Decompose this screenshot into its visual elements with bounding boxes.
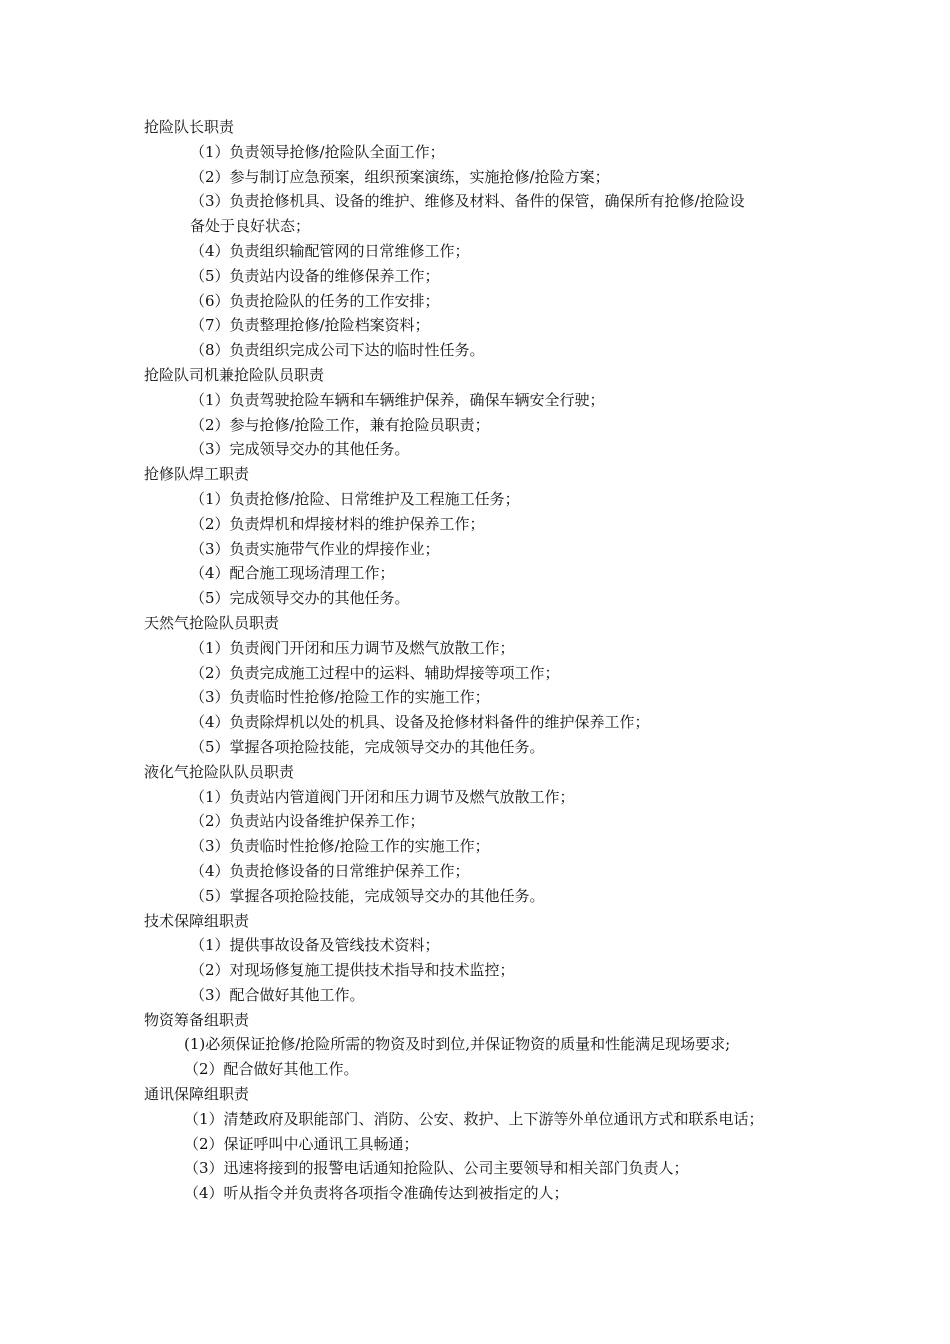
list-item: （1）负责抢修/抢险、日常维护及工程施工任务； [190,489,520,508]
list-item: （3）负责临时性抢修/抢险工作的实施工作； [190,837,490,856]
list-item: （4）负责抢修设备的日常维护保养工作； [190,861,470,880]
list-item: （5）掌握各项抢险技能，完成领导交办的其他任务。 [190,737,545,756]
list-item: （2）负责焊机和焊接材料的维护保养工作； [190,514,485,533]
list-item: （2）保证呼叫中心通讯工具畅通； [184,1134,419,1153]
list-item: （2）配合做好其他工作。 [184,1060,359,1079]
list-item: （4）听从指令并负责将各项指令准确传达到被指定的人； [184,1184,569,1203]
section-title: 抢修队焊工职责 [144,465,250,484]
list-item: （1）负责阀门开闭和压力调节及燃气放散工作； [190,638,515,657]
list-item: （4）负责除焊机以处的机具、设备及抢修材料备件的维护保养工作； [190,713,650,732]
list-item: （2）参与制订应急预案，组织预案演练，实施抢修/抢险方案； [190,167,610,186]
list-item: （3）完成领导交办的其他任务。 [190,440,410,459]
list-item: （4）配合施工现场清理工作； [190,564,395,583]
section-title: 抢险队长职责 [144,118,235,136]
list-item: （5）完成领导交办的其他任务。 [190,589,410,608]
list-item: （3）配合做好其他工作。 [190,985,365,1004]
list-item: （7）负责整理抢修/抢险档案资料； [190,316,430,335]
list-item: （4）负责组织输配管网的日常维修工作； [190,241,470,260]
list-item: （5）掌握各项抢险技能，完成领导交办的其他任务。 [190,886,545,905]
list-item: （2）负责完成施工过程中的运料、辅助焊接等项工作； [190,663,560,682]
list-item: （1）负责领导抢修/抢险队全面工作； [190,142,445,161]
list-item: （2）对现场修复施工提供技术指导和技术监控； [190,961,515,980]
list-item: （8）负责组织完成公司下达的临时性任务。 [190,341,485,360]
list-item: （3）迅速将接到的报警电话通知抢险队、公司主要领导和相关部门负责人； [184,1159,689,1178]
list-item: （1）负责站内管道阀门开闭和压力调节及燃气放散工作； [190,787,575,806]
section-title: 技术保障组职责 [144,911,250,930]
section-title: 天然气抢险队员职责 [144,613,280,632]
list-item: （2）负责站内设备维护保养工作； [190,812,425,831]
list-item: （1）提供事故设备及管线技术资料； [190,936,440,955]
section-title: 物资筹备组职责 [144,1010,250,1029]
section-title: 抢险队司机兼抢险队员职责 [144,365,325,384]
list-item: （3）负责实施带气作业的焊接作业； [190,539,440,558]
list-item: （3）负责抢修机具、设备的维护、维修及材料、备件的保管，确保所有抢修/抢险设 [190,192,745,211]
list-item: （2）参与抢修/抢险工作，兼有抢险员职责； [190,415,490,434]
list-item: （3）负责临时性抢修/抢险工作的实施工作； [190,688,490,707]
list-item: （5）负责站内设备的维修保养工作； [190,266,440,285]
section-title: 通讯保障组职责 [144,1085,250,1104]
document-body [0,115,950,1206]
list-item: (1)必须保证抢修/抢险所需的物资及时到位,并保证物资的质量和性能满足现场要求; [184,1035,731,1054]
section-title: 液化气抢险队队员职责 [144,762,295,781]
list-item: （6）负责抢险队的任务的工作安排； [190,291,440,310]
list-item: （1）负责驾驶抢险车辆和车辆维护保养，确保车辆安全行驶； [190,390,605,409]
list-item: （1）清楚政府及职能部门、消防、公安、救护、上下游等外单位通讯方式和联系电话； [184,1109,764,1128]
list-item-continuation: 备处于良好状态； [190,217,311,236]
